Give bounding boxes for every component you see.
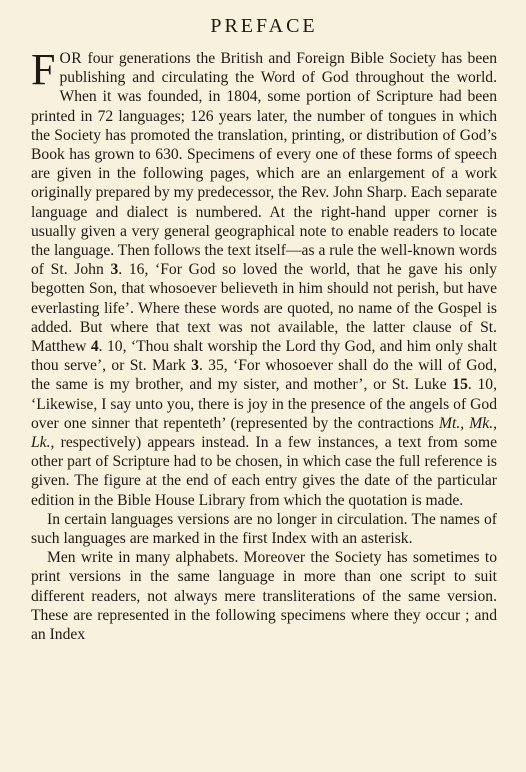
text-run: In certain languages versions are no longer in circulation. The names of such languages are marked in the first Index with an asterisk. (31, 510, 497, 548)
text-run: Men write in many alphabets. Moreover the Society has sometimes to print versions in the same language in more than one script to suit different readers, not always mere transliterations of the same version. These are represented in the following specimens where they occur ; and an Index (31, 549, 497, 644)
paragraph-2 (31, 510, 497, 548)
text-run: . 16, ‘For God so loved the world, that he gave his only begotten Son, that whosoever believeth in him should not perish, but have everlasting life’. Where these words are quoted, no name of the Gospel is added. But where that text was not available, the latter clause of St. Matthew (31, 261, 497, 356)
text-run: . 35, ‘For whosoever shall do the will of God, the same is my brother, and my sister, and mother’, or St. Luke (31, 357, 497, 394)
preface-body (31, 45, 498, 644)
drop-cap: F (31, 45, 56, 94)
contraction-text: Mt., Mk., Lk. (31, 414, 497, 452)
chapter-number: 3 (191, 357, 199, 375)
first-word: OR (59, 50, 83, 67)
text-run: . 10, ‘Likewise, I say unto you, there is joy in the presence of the angels of God over one sinner that repenteth’ (represented by the contractions (31, 376, 497, 432)
chapter-number: 3 (110, 261, 119, 279)
paragraph-1 (31, 45, 498, 510)
text-run: , respectively) appears instead. In a few instances, a text from some other part of Scripture had to be chosen, in which case the full reference is given. The figure at the end of each entry gives the date of the particular edition in the Bible House Library from which the quotation is made. (31, 434, 497, 509)
paragraph-3 (31, 548, 497, 644)
page-title: PREFACE (210, 15, 318, 37)
chapter-number: 4 (90, 338, 99, 356)
text-run: four generations the British and Foreign Bible Society has been publishing and circulating the Word of God throughout the world. When it was founded, in 1804, some portion of Scripture had been printed in 72 languages; 126 years later, the number of tongues in which the Society has promoted the translation, printing, or distribution of God’s Book has grown to 630. Specimens of every one of these forms of speech are given in the following pages, which are an enlargement of a work originally prepared by my predecessor, the Rev. John Sharp. Each separate language and dialect is numbered. At the right-hand upper corner is usually given a very general geographical note to enable readers to locate the language. Then follows the text itself—as a rule the well-known words of St. John (31, 50, 497, 279)
text-run: . 10, ‘Thou shalt worship the Lord thy God, and him only shalt thou serve’, or St. Mark (31, 338, 498, 375)
chapter-number: 15 (452, 376, 468, 394)
